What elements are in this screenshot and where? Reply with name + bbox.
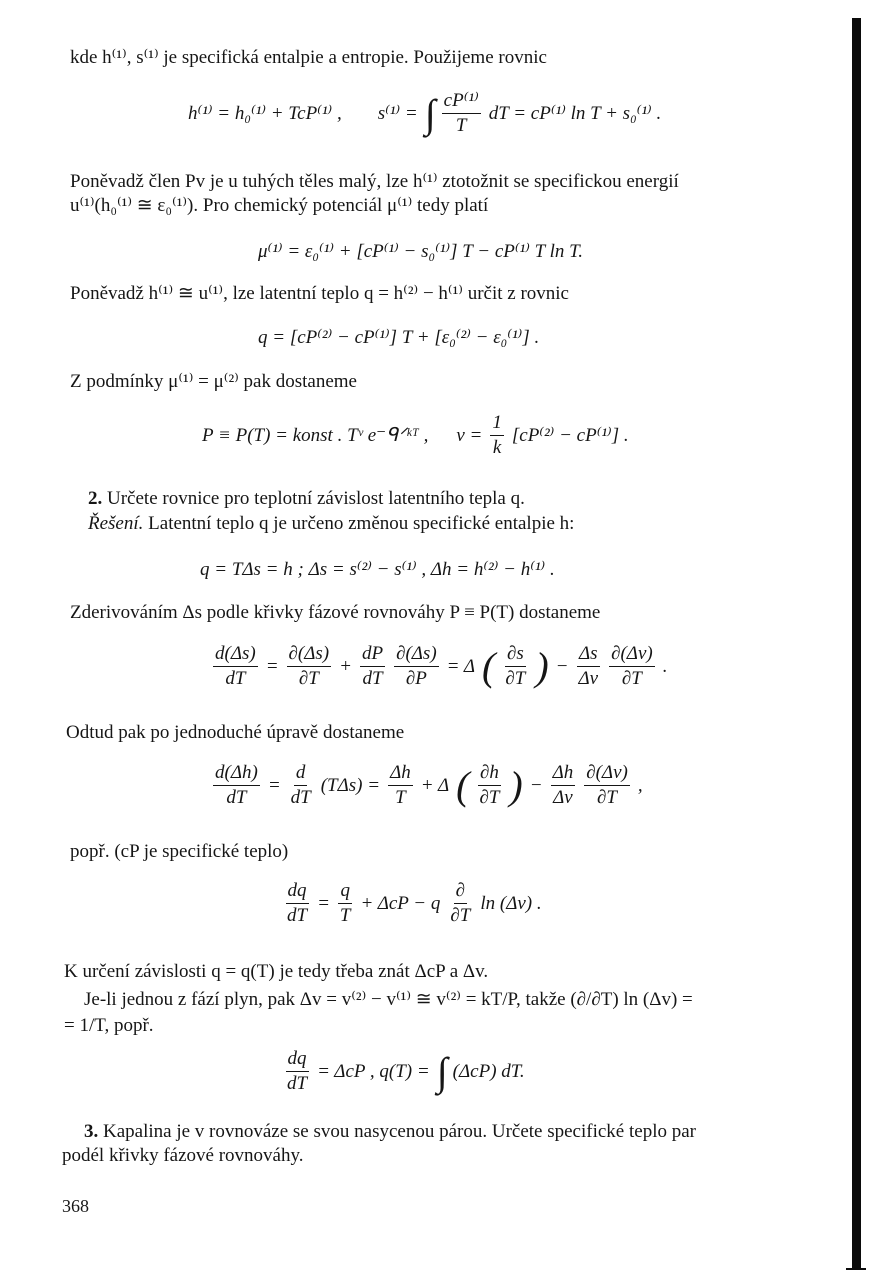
fraction: $\frac{q}{T}$	[339, 880, 351, 926]
equation-2: μ⁽¹⁾ = ε₀⁽¹⁾ + [cP⁽¹⁾ − s₀⁽¹⁾] T − cP⁽¹⁾ T ln T.	[258, 241, 584, 262]
problem-2	[88, 487, 525, 511]
integral-sign-icon: ∫	[424, 90, 436, 136]
paragraph-3: Z podmínky μ⁽¹⁾ = μ⁽²⁾ pak dostaneme	[70, 371, 357, 392]
left-paren-icon: (	[456, 762, 470, 808]
right-paren-icon: )	[509, 762, 523, 808]
solution	[88, 512, 574, 536]
problem-3-line-1	[84, 1120, 696, 1144]
equation-1	[188, 90, 661, 137]
equation-9: $\frac{dq}{dT}$ = ΔcP , q(T) = ∫ (ΔcP) dT.	[287, 1048, 525, 1094]
fraction: $\frac{\partial(\Delta v)}{\partial T}$	[586, 762, 628, 808]
equation-4	[202, 412, 629, 459]
equation-1b-lhs: s⁽¹⁾ =	[377, 103, 418, 124]
page-edge-bar	[852, 18, 861, 1270]
fraction: $\frac{\Delta s}{\Delta v}$	[578, 643, 599, 689]
problem-3-number: 3.	[84, 1121, 99, 1142]
fraction: $\frac{\partial(\Delta s)}{\partial P}$	[396, 643, 437, 689]
problem-2-text: Určete rovnice pro teplotní závislost latentního tepla q.	[107, 488, 525, 509]
equation-4b-lhs: v =	[456, 424, 483, 446]
paragraph-4: Zderivováním Δs podle křivky fázové rovnováhy P ≡ P(T) dostaneme	[70, 602, 601, 623]
solution-text: Latentní teplo q je určeno změnou specifické entalpie h:	[148, 513, 575, 534]
page-number: 368	[62, 1196, 89, 1216]
paragraph-8-line-2: = 1/T, popř.	[64, 1015, 154, 1036]
right-paren-icon: )	[535, 643, 549, 689]
fraction: $\frac{dq}{dT}$	[287, 880, 308, 926]
equation-4b-rhs: [cP⁽²⁾ − cP⁽¹⁾] .	[511, 425, 629, 446]
paragraph-1-line-1: Poněvadž člen Pv je u tuhých těles malý, lze h⁽¹⁾ ztotožnit se specifickou energií	[70, 171, 679, 192]
fraction: $\frac{d(\Delta h)}{dT}$	[215, 762, 258, 808]
equation-4a: P ≡ P(T) = konst . Tᵛ e⁻ᑫᐟᵏᵀ ,	[202, 425, 429, 446]
paragraph-8-line-1: Je-li jednou z fází plyn, pak Δv = v⁽²⁾ − v⁽¹⁾ ≅ v⁽²⁾ = kT/P, takže (∂/∂T) ln (Δv) =	[84, 989, 693, 1010]
integral-sign-icon: ∫	[436, 1048, 448, 1094]
fraction: $\frac{\partial h}{\partial T}$	[479, 762, 500, 808]
fraction: $\frac{dP}{dT}$	[361, 643, 384, 689]
fraction: $\frac{\text{cP⁽¹⁾}}{T}$	[443, 90, 479, 136]
left-paren-icon: (	[482, 643, 496, 689]
paragraph-2: Poněvadž h⁽¹⁾ ≅ u⁽¹⁾, lze latentní teplo q = h⁽²⁾ − h⁽¹⁾ určit z rovnic	[70, 283, 569, 304]
problem-3-line-2: podél křivky fázové rovnováhy.	[62, 1145, 304, 1166]
fraction: $\frac{\Delta h}{\Delta v}$	[552, 762, 574, 808]
fraction: $\frac{d(\Delta s)}{dT}$	[215, 643, 256, 689]
fraction: $\frac{\partial(\Delta s)}{\partial T}$	[288, 643, 330, 689]
paragraph-5: Odtud pak po jednoduché úpravě dostaneme	[66, 722, 405, 743]
paragraph-6: popř. (cP je specifické teplo)	[70, 841, 289, 862]
equation-7: $\frac{d(\Delta h)}{dT}$ = $\frac{d}{dT}$ (TΔs) = $\frac{\Delta h}{T}$ + Δ ( $\frac{\partial h}{\partial T}$ ) − $\frac{\Delta h}{\Delta v}$ $\frac{\partial(\Delta v)}{\partial T}$ ,	[215, 762, 643, 808]
fraction: $\frac{\partial(\Delta v)}{\partial T}$	[611, 643, 653, 689]
equation-1a: h⁽¹⁾ = h₀⁽¹⁾ + TcP⁽¹⁾ ,	[188, 103, 342, 124]
intro-text: kde h⁽¹⁾, s⁽¹⁾ je specifická entalpie a entropie. Použijeme rovnic	[70, 47, 547, 68]
equation-5: q = TΔs = h ; Δs = s⁽²⁾ − s⁽¹⁾ , Δh = h⁽²⁾ − h⁽¹⁾ .	[200, 559, 555, 580]
fraction: $\frac{dq}{dT}$	[287, 1048, 308, 1094]
fraction: $\frac{1}{k}$	[492, 412, 502, 458]
equation-1b-rhs: dT = cP⁽¹⁾ ln T + s₀⁽¹⁾ .	[488, 103, 662, 124]
fraction: $\frac{\partial}{\partial T}$	[450, 880, 471, 926]
fraction: $\frac{\partial s}{\partial T}$	[505, 643, 526, 689]
paragraph-1-line-2: u⁽¹⁾(h₀⁽¹⁾ ≅ ε₀⁽¹⁾). Pro chemický potenciál μ⁽¹⁾ tedy platí	[70, 195, 489, 216]
page-edge-tick	[846, 1268, 866, 1270]
problem-2-number: 2.	[88, 488, 103, 509]
solution-label: Řešení.	[88, 513, 144, 534]
paragraph-7: K určení závislosti q = q(T) je tedy třeba znát ΔcP a Δv.	[64, 961, 489, 982]
fraction: $\frac{\Delta h}{T}$	[390, 762, 411, 808]
equation-8: $\frac{dq}{dT}$ = $\frac{q}{T}$ + ΔcP − q $\frac{\partial}{\partial T}$ ln (Δv) .	[287, 880, 542, 926]
equation-3: q = [cP⁽²⁾ − cP⁽¹⁾] T + [ε₀⁽²⁾ − ε₀⁽¹⁾] .	[258, 327, 540, 348]
equation-6: $\frac{d(\Delta s)}{dT}$ = $\frac{\partial(\Delta s)}{\partial T}$ + $\frac{dP}{dT}$ $\frac{\partial(\Delta s)}{\partial P}$ = Δ ( $\frac{\partial s}{\partial T}$ ) − $\frac{\Delta s}{\Delta v}$ $\frac{\partial(\Delta v)}{\partial T}$ .	[215, 643, 668, 689]
problem-3-text: Kapalina je v rovnováze se svou nasycenou párou. Určete specifické teplo par	[103, 1121, 696, 1142]
fraction: $\frac{d}{dT}$	[290, 762, 311, 808]
